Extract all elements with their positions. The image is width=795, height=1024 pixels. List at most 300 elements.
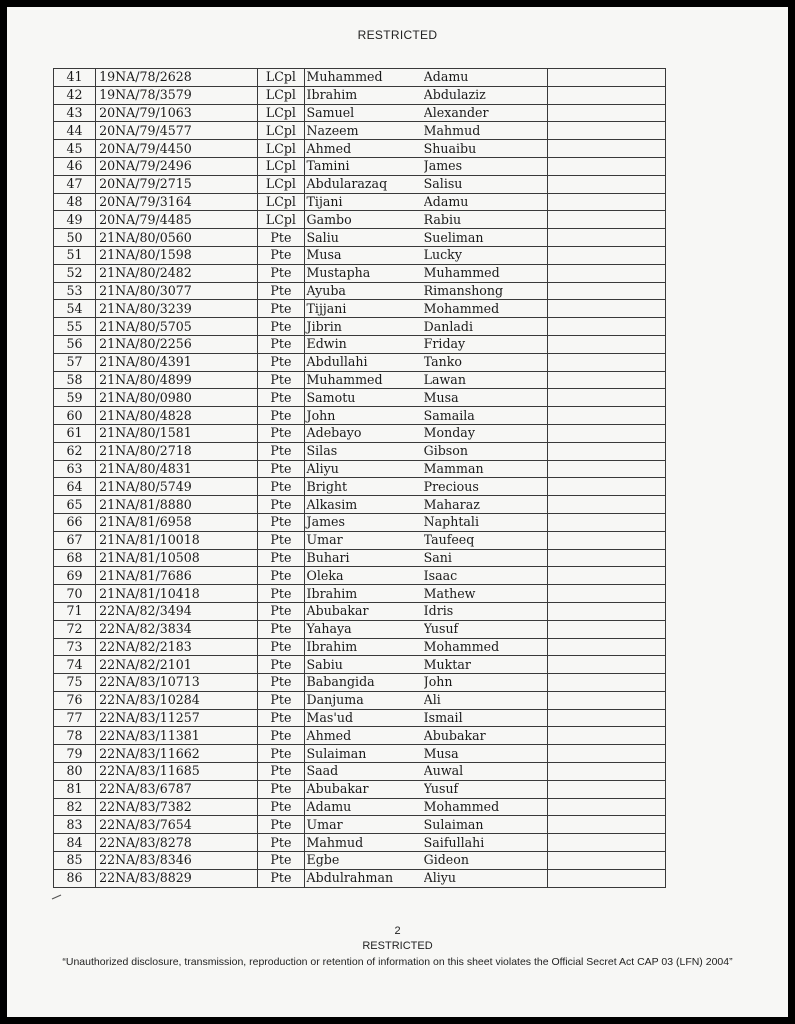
rank-cell: Pte xyxy=(258,656,304,674)
last-name-cell: Samaila xyxy=(424,407,548,425)
serial-number-cell: 79 xyxy=(54,745,96,763)
rank-cell: Pte xyxy=(258,442,304,460)
service-number-cell: 22NA/83/7654 xyxy=(96,816,258,834)
remarks-cell xyxy=(547,104,665,122)
service-number-cell: 20NA/79/1063 xyxy=(96,104,258,122)
remarks-cell xyxy=(547,86,665,104)
serial-number-cell: 48 xyxy=(54,193,96,211)
last-name-cell: Adamu xyxy=(424,69,548,87)
last-name-cell: Sueliman xyxy=(424,229,548,247)
remarks-cell xyxy=(547,229,665,247)
serial-number-cell: 56 xyxy=(54,335,96,353)
table-row xyxy=(54,674,666,692)
service-number-cell: 21NA/80/5705 xyxy=(96,318,258,336)
document-page xyxy=(7,7,788,1017)
service-number-cell: 22NA/83/8829 xyxy=(96,869,258,887)
secrecy-notice: “Unauthorized disclosure, transmission, reproduction or retention of information on this sheet violates the Official Secret Act CAP 03 (LFN) 2004” xyxy=(62,956,733,968)
remarks-cell xyxy=(547,335,665,353)
table-row xyxy=(54,567,666,585)
service-number-cell: 21NA/81/8880 xyxy=(96,496,258,514)
service-number-cell: 21NA/80/1581 xyxy=(96,424,258,442)
rank-cell: Pte xyxy=(258,585,304,603)
first-name-cell: Sulaiman xyxy=(304,745,424,763)
first-name-cell: Babangida xyxy=(304,674,424,692)
rank-cell: Pte xyxy=(258,371,304,389)
rank-cell: LCpl xyxy=(258,157,304,175)
service-number-cell: 22NA/83/7382 xyxy=(96,798,258,816)
last-name-cell: Monday xyxy=(424,424,548,442)
service-number-cell: 21NA/80/2718 xyxy=(96,442,258,460)
remarks-cell xyxy=(547,211,665,229)
remarks-cell xyxy=(547,513,665,531)
last-name-cell: Yusuf xyxy=(424,780,548,798)
rank-cell: Pte xyxy=(258,816,304,834)
last-name-cell: Gibson xyxy=(424,442,548,460)
last-name-cell: Salisu xyxy=(424,175,548,193)
rank-cell: LCpl xyxy=(258,175,304,193)
rank-cell: Pte xyxy=(258,300,304,318)
service-number-cell: 22NA/83/11685 xyxy=(96,763,258,781)
rank-cell: Pte xyxy=(258,335,304,353)
last-name-cell: Mohammed xyxy=(424,638,548,656)
personnel-table-body xyxy=(54,69,666,888)
rank-cell: Pte xyxy=(258,513,304,531)
table-row xyxy=(54,869,666,887)
table-row xyxy=(54,780,666,798)
remarks-cell xyxy=(547,549,665,567)
remarks-cell xyxy=(547,353,665,371)
serial-number-cell: 71 xyxy=(54,602,96,620)
table-row xyxy=(54,620,666,638)
first-name-cell: Samuel xyxy=(304,104,424,122)
table-row xyxy=(54,691,666,709)
rank-cell: Pte xyxy=(258,620,304,638)
last-name-cell: Mohammed xyxy=(424,300,548,318)
service-number-cell: 22NA/82/3834 xyxy=(96,620,258,638)
first-name-cell: Mahmud xyxy=(304,834,424,852)
serial-number-cell: 49 xyxy=(54,211,96,229)
remarks-cell xyxy=(547,709,665,727)
last-name-cell: Saifullahi xyxy=(424,834,548,852)
remarks-cell xyxy=(547,496,665,514)
last-name-cell: Precious xyxy=(424,478,548,496)
personnel-table xyxy=(53,68,666,888)
service-number-cell: 21NA/80/4831 xyxy=(96,460,258,478)
remarks-cell xyxy=(547,175,665,193)
table-row xyxy=(54,407,666,425)
table-row xyxy=(54,834,666,852)
remarks-cell xyxy=(547,122,665,140)
remarks-cell xyxy=(547,602,665,620)
table-row xyxy=(54,798,666,816)
rank-cell: LCpl xyxy=(258,211,304,229)
serial-number-cell: 75 xyxy=(54,674,96,692)
first-name-cell: Yahaya xyxy=(304,620,424,638)
rank-cell: LCpl xyxy=(258,86,304,104)
table-row xyxy=(54,709,666,727)
table-row xyxy=(54,852,666,870)
service-number-cell: 21NA/80/4391 xyxy=(96,353,258,371)
first-name-cell: Tijani xyxy=(304,193,424,211)
table-row xyxy=(54,371,666,389)
rank-cell: Pte xyxy=(258,282,304,300)
serial-number-cell: 74 xyxy=(54,656,96,674)
service-number-cell: 20NA/79/4450 xyxy=(96,140,258,158)
remarks-cell xyxy=(547,246,665,264)
last-name-cell: Musa xyxy=(424,389,548,407)
first-name-cell: Mas'ud xyxy=(304,709,424,727)
first-name-cell: Alkasim xyxy=(304,496,424,514)
rank-cell: Pte xyxy=(258,460,304,478)
last-name-cell: Auwal xyxy=(424,763,548,781)
service-number-cell: 21NA/80/4828 xyxy=(96,407,258,425)
classification-header: RESTRICTED xyxy=(357,28,438,42)
remarks-cell xyxy=(547,442,665,460)
table-row xyxy=(54,513,666,531)
remarks-cell xyxy=(547,157,665,175)
serial-number-cell: 42 xyxy=(54,86,96,104)
service-number-cell: 21NA/81/6958 xyxy=(96,513,258,531)
service-number-cell: 20NA/79/3164 xyxy=(96,193,258,211)
service-number-cell: 22NA/83/11257 xyxy=(96,709,258,727)
serial-number-cell: 73 xyxy=(54,638,96,656)
serial-number-cell: 77 xyxy=(54,709,96,727)
rank-cell: Pte xyxy=(258,727,304,745)
first-name-cell: James xyxy=(304,513,424,531)
pen-mark-icon xyxy=(51,894,63,900)
rank-cell: Pte xyxy=(258,674,304,692)
last-name-cell: Musa xyxy=(424,745,548,763)
first-name-cell: Silas xyxy=(304,442,424,460)
rank-cell: Pte xyxy=(258,246,304,264)
page-number: 2 xyxy=(394,925,401,937)
serial-number-cell: 86 xyxy=(54,869,96,887)
serial-number-cell: 76 xyxy=(54,691,96,709)
first-name-cell: Saliu xyxy=(304,229,424,247)
first-name-cell: Tamini xyxy=(304,157,424,175)
serial-number-cell: 51 xyxy=(54,246,96,264)
last-name-cell: Sulaiman xyxy=(424,816,548,834)
service-number-cell: 22NA/82/2183 xyxy=(96,638,258,656)
rank-cell: LCpl xyxy=(258,122,304,140)
serial-number-cell: 62 xyxy=(54,442,96,460)
table-row xyxy=(54,549,666,567)
service-number-cell: 19NA/78/3579 xyxy=(96,86,258,104)
first-name-cell: Sabiu xyxy=(304,656,424,674)
rank-cell: LCpl xyxy=(258,69,304,87)
first-name-cell: Abdularazaq xyxy=(304,175,424,193)
table-row xyxy=(54,478,666,496)
rank-cell: Pte xyxy=(258,834,304,852)
serial-number-cell: 44 xyxy=(54,122,96,140)
last-name-cell: Maharaz xyxy=(424,496,548,514)
serial-number-cell: 61 xyxy=(54,424,96,442)
serial-number-cell: 43 xyxy=(54,104,96,122)
last-name-cell: Mohammed xyxy=(424,798,548,816)
serial-number-cell: 54 xyxy=(54,300,96,318)
last-name-cell: Aliyu xyxy=(424,869,548,887)
first-name-cell: Saad xyxy=(304,763,424,781)
service-number-cell: 21NA/80/0560 xyxy=(96,229,258,247)
service-number-cell: 22NA/83/10284 xyxy=(96,691,258,709)
service-number-cell: 21NA/80/1598 xyxy=(96,246,258,264)
last-name-cell: Rimanshong xyxy=(424,282,548,300)
first-name-cell: Muhammed xyxy=(304,371,424,389)
service-number-cell: 21NA/80/2256 xyxy=(96,335,258,353)
last-name-cell: Adamu xyxy=(424,193,548,211)
rank-cell: Pte xyxy=(258,638,304,656)
rank-cell: Pte xyxy=(258,798,304,816)
service-number-cell: 19NA/78/2628 xyxy=(96,69,258,87)
table-row xyxy=(54,816,666,834)
table-row xyxy=(54,496,666,514)
rank-cell: Pte xyxy=(258,602,304,620)
first-name-cell: Oleka xyxy=(304,567,424,585)
remarks-cell xyxy=(547,478,665,496)
rank-cell: Pte xyxy=(258,691,304,709)
rank-cell: Pte xyxy=(258,353,304,371)
table-row xyxy=(54,264,666,282)
last-name-cell: Abubakar xyxy=(424,727,548,745)
last-name-cell: John xyxy=(424,674,548,692)
first-name-cell: Edwin xyxy=(304,335,424,353)
last-name-cell: Abdulaziz xyxy=(424,86,548,104)
last-name-cell: James xyxy=(424,157,548,175)
rank-cell: Pte xyxy=(258,389,304,407)
last-name-cell: Idris xyxy=(424,602,548,620)
first-name-cell: Gambo xyxy=(304,211,424,229)
serial-number-cell: 83 xyxy=(54,816,96,834)
first-name-cell: Umar xyxy=(304,531,424,549)
first-name-cell: Buhari xyxy=(304,549,424,567)
last-name-cell: Isaac xyxy=(424,567,548,585)
table-row xyxy=(54,157,666,175)
serial-number-cell: 58 xyxy=(54,371,96,389)
service-number-cell: 22NA/83/6787 xyxy=(96,780,258,798)
service-number-cell: 21NA/80/4899 xyxy=(96,371,258,389)
remarks-cell xyxy=(547,656,665,674)
serial-number-cell: 47 xyxy=(54,175,96,193)
remarks-cell xyxy=(547,264,665,282)
serial-number-cell: 70 xyxy=(54,585,96,603)
rank-cell: Pte xyxy=(258,745,304,763)
serial-number-cell: 46 xyxy=(54,157,96,175)
remarks-cell xyxy=(547,691,665,709)
first-name-cell: Ahmed xyxy=(304,140,424,158)
service-number-cell: 21NA/80/2482 xyxy=(96,264,258,282)
service-number-cell: 20NA/79/4485 xyxy=(96,211,258,229)
table-row xyxy=(54,638,666,656)
serial-number-cell: 59 xyxy=(54,389,96,407)
remarks-cell xyxy=(547,318,665,336)
last-name-cell: Sani xyxy=(424,549,548,567)
first-name-cell: Mustapha xyxy=(304,264,424,282)
table-row xyxy=(54,424,666,442)
serial-number-cell: 45 xyxy=(54,140,96,158)
service-number-cell: 21NA/81/7686 xyxy=(96,567,258,585)
first-name-cell: Umar xyxy=(304,816,424,834)
first-name-cell: Nazeem xyxy=(304,122,424,140)
serial-number-cell: 52 xyxy=(54,264,96,282)
service-number-cell: 22NA/83/11662 xyxy=(96,745,258,763)
rank-cell: Pte xyxy=(258,496,304,514)
last-name-cell: Gideon xyxy=(424,852,548,870)
table-row xyxy=(54,318,666,336)
table-row xyxy=(54,389,666,407)
remarks-cell xyxy=(547,69,665,87)
last-name-cell: Naphtali xyxy=(424,513,548,531)
first-name-cell: John xyxy=(304,407,424,425)
last-name-cell: Lawan xyxy=(424,371,548,389)
service-number-cell: 20NA/79/2496 xyxy=(96,157,258,175)
first-name-cell: Adebayo xyxy=(304,424,424,442)
remarks-cell xyxy=(547,407,665,425)
remarks-cell xyxy=(547,674,665,692)
service-number-cell: 22NA/83/8346 xyxy=(96,852,258,870)
rank-cell: Pte xyxy=(258,478,304,496)
serial-number-cell: 57 xyxy=(54,353,96,371)
serial-number-cell: 53 xyxy=(54,282,96,300)
first-name-cell: Egbe xyxy=(304,852,424,870)
table-row xyxy=(54,246,666,264)
rank-cell: Pte xyxy=(258,318,304,336)
last-name-cell: Yusuf xyxy=(424,620,548,638)
remarks-cell xyxy=(547,140,665,158)
table-row xyxy=(54,353,666,371)
serial-number-cell: 60 xyxy=(54,407,96,425)
remarks-cell xyxy=(547,300,665,318)
serial-number-cell: 80 xyxy=(54,763,96,781)
rank-cell: Pte xyxy=(258,229,304,247)
table-row xyxy=(54,727,666,745)
remarks-cell xyxy=(547,424,665,442)
serial-number-cell: 72 xyxy=(54,620,96,638)
table-row xyxy=(54,229,666,247)
serial-number-cell: 67 xyxy=(54,531,96,549)
rank-cell: Pte xyxy=(258,567,304,585)
serial-number-cell: 69 xyxy=(54,567,96,585)
remarks-cell xyxy=(547,834,665,852)
table-row xyxy=(54,602,666,620)
first-name-cell: Muhammed xyxy=(304,69,424,87)
remarks-cell xyxy=(547,389,665,407)
rank-cell: Pte xyxy=(258,407,304,425)
serial-number-cell: 64 xyxy=(54,478,96,496)
first-name-cell: Musa xyxy=(304,246,424,264)
remarks-cell xyxy=(547,816,665,834)
serial-number-cell: 65 xyxy=(54,496,96,514)
first-name-cell: Tijjani xyxy=(304,300,424,318)
table-row xyxy=(54,585,666,603)
rank-cell: Pte xyxy=(258,780,304,798)
service-number-cell: 21NA/80/5749 xyxy=(96,478,258,496)
table-row xyxy=(54,282,666,300)
last-name-cell: Muhammed xyxy=(424,264,548,282)
last-name-cell: Taufeeq xyxy=(424,531,548,549)
first-name-cell: Ibrahim xyxy=(304,638,424,656)
serial-number-cell: 68 xyxy=(54,549,96,567)
first-name-cell: Abubakar xyxy=(304,780,424,798)
remarks-cell xyxy=(547,852,665,870)
serial-number-cell: 78 xyxy=(54,727,96,745)
service-number-cell: 21NA/80/3077 xyxy=(96,282,258,300)
remarks-cell xyxy=(547,567,665,585)
remarks-cell xyxy=(547,371,665,389)
first-name-cell: Adamu xyxy=(304,798,424,816)
first-name-cell: Ibrahim xyxy=(304,585,424,603)
service-number-cell: 22NA/83/10713 xyxy=(96,674,258,692)
service-number-cell: 22NA/82/2101 xyxy=(96,656,258,674)
serial-number-cell: 55 xyxy=(54,318,96,336)
last-name-cell: Ismail xyxy=(424,709,548,727)
last-name-cell: Shuaibu xyxy=(424,140,548,158)
serial-number-cell: 50 xyxy=(54,229,96,247)
table-row xyxy=(54,86,666,104)
table-row xyxy=(54,745,666,763)
remarks-cell xyxy=(547,798,665,816)
table-row xyxy=(54,69,666,87)
table-row xyxy=(54,193,666,211)
remarks-cell xyxy=(547,763,665,781)
remarks-cell xyxy=(547,460,665,478)
last-name-cell: Alexander xyxy=(424,104,548,122)
last-name-cell: Rabiu xyxy=(424,211,548,229)
first-name-cell: Bright xyxy=(304,478,424,496)
serial-number-cell: 82 xyxy=(54,798,96,816)
remarks-cell xyxy=(547,869,665,887)
last-name-cell: Mathew xyxy=(424,585,548,603)
remarks-cell xyxy=(547,585,665,603)
first-name-cell: Ibrahim xyxy=(304,86,424,104)
remarks-cell xyxy=(547,727,665,745)
table-row xyxy=(54,175,666,193)
first-name-cell: Aliyu xyxy=(304,460,424,478)
service-number-cell: 20NA/79/2715 xyxy=(96,175,258,193)
rank-cell: Pte xyxy=(258,424,304,442)
last-name-cell: Mamman xyxy=(424,460,548,478)
service-number-cell: 20NA/79/4577 xyxy=(96,122,258,140)
table-row xyxy=(54,442,666,460)
rank-cell: LCpl xyxy=(258,140,304,158)
remarks-cell xyxy=(547,282,665,300)
service-number-cell: 22NA/83/11381 xyxy=(96,727,258,745)
remarks-cell xyxy=(547,531,665,549)
classification-footer: RESTRICTED xyxy=(362,940,433,952)
last-name-cell: Lucky xyxy=(424,246,548,264)
table-row xyxy=(54,140,666,158)
remarks-cell xyxy=(547,638,665,656)
table-row xyxy=(54,211,666,229)
table-row xyxy=(54,460,666,478)
remarks-cell xyxy=(547,193,665,211)
first-name-cell: Abdullahi xyxy=(304,353,424,371)
serial-number-cell: 84 xyxy=(54,834,96,852)
last-name-cell: Tanko xyxy=(424,353,548,371)
table-row xyxy=(54,335,666,353)
remarks-cell xyxy=(547,745,665,763)
service-number-cell: 21NA/81/10508 xyxy=(96,549,258,567)
service-number-cell: 21NA/80/3239 xyxy=(96,300,258,318)
table-row xyxy=(54,531,666,549)
service-number-cell: 22NA/83/8278 xyxy=(96,834,258,852)
last-name-cell: Friday xyxy=(424,335,548,353)
rank-cell: Pte xyxy=(258,869,304,887)
service-number-cell: 21NA/80/0980 xyxy=(96,389,258,407)
first-name-cell: Danjuma xyxy=(304,691,424,709)
last-name-cell: Mahmud xyxy=(424,122,548,140)
rank-cell: LCpl xyxy=(258,104,304,122)
first-name-cell: Abubakar xyxy=(304,602,424,620)
